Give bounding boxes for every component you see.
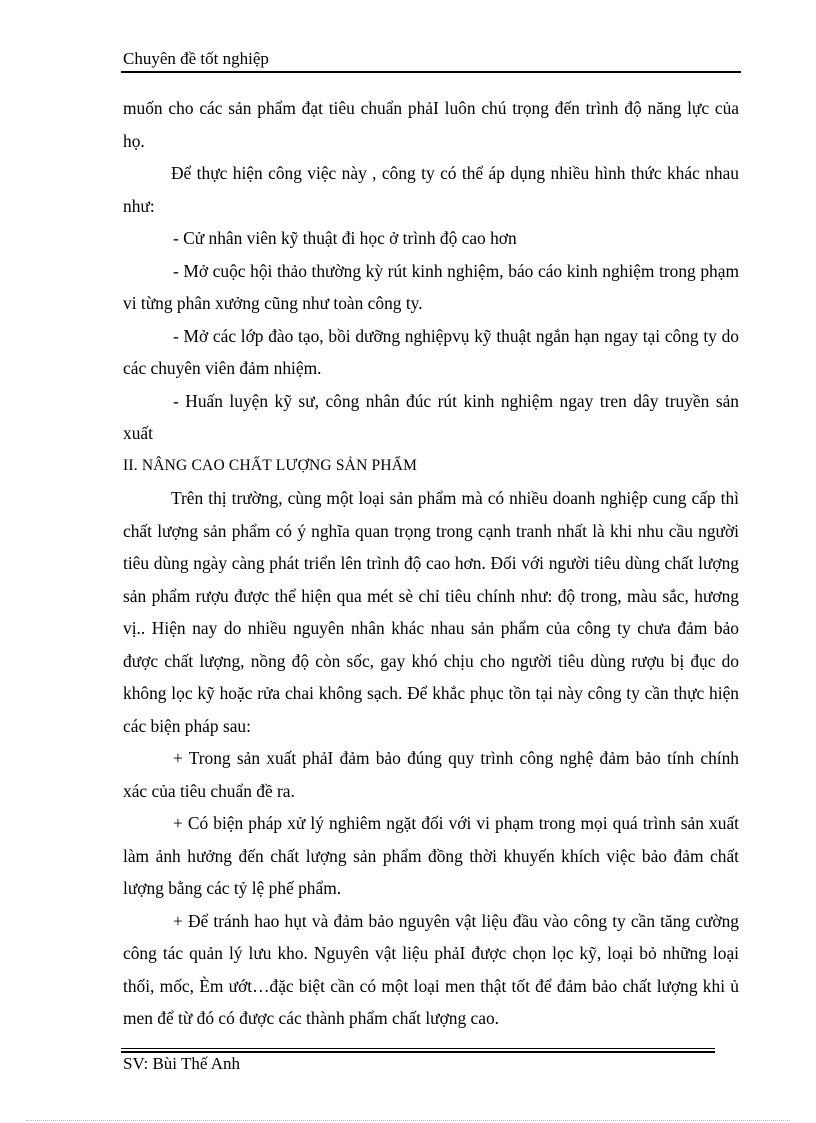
list-item-send-staff: - Cử nhân viên kỹ thuật đi học ở trình độ cao hơn [173,228,517,248]
paragraph-quality-market: Trên thị trường, cùng một loại sản phẩm mà có nhiều doanh nghiệp cung cấp thì chất lượng sản phẩm có ý nghĩa quan trọng trong cạnh tranh nhất là khi nhu cầu người tiêu dùng ngày càng phát triển lên trình độ cao hơn. Đối với người tiêu dùng chất lượng sản phẩm rượu được thể hiện qua mét sè chỉ tiêu chính như: độ trong, màu sắc, hương vị.. Hiện nay do nhiều nguyên nhân khác nhau sản phẩm của công ty chưa đảm bảo được chất lượng, nồng độ còn sốc, gay khó chịu cho người tiêu dùng rượu bị đục do không lọc kỹ hoặc rửa chai không sạch. Để khắc phục tồn tại này công ty cần thực hiện các biện pháp sau: [123,488,739,736]
list-item-strict-measures: + Có biện pháp xử lý nghiêm ngặt đối với vi phạm trong mọi quá trình sản xuất làm ảnh hưởng đến chất lượng sản phẩm đồng thời khuyến khích việc bảo đảm chất lượng bằng các tỷ lệ phế phẩm. [123,813,739,898]
section-heading: II. NÂNG CAO CHẤT LƯỢNG SẢN PHẨM [123,456,418,474]
page-header-title: Chuyên đề tốt nghiệp [123,49,269,68]
list-item-storage-management: + Để tránh hao hụt và đảm bảo nguyên vật liệu đầu vào công ty cần tăng cường công tác quản lý lưu kho. Nguyên vật liệu phảI được chọn lọc kỹ, loại bỏ những loại thối, mốc, Èm ướt…đặc biệt cần có một loại men thật tốt để đảm bảo chất lượng khi ủ men để từ đó có được các thành phẩm chất lượng cao. [123,910,739,1028]
list-item-seminars: - Mở cuộc hội thảo thường kỳ rút kinh nghiệm, báo cáo kinh nghiệm trong phạm vi từng phân xưởng cũng như toàn công ty. [123,260,739,313]
footer-divider-thin [121,1048,715,1049]
document-body [123,92,739,1035]
list-item-process-compliance: + Trong sản xuất phảI đảm bảo đúng quy trình công nghệ đảm bảo tính chính xác của tiêu chuẩn đề ra. [123,748,739,801]
page-footer-student: SV: Bùi Thế Anh [123,1054,240,1073]
list-item-training-classes: - Mở các lớp đào tạo, bồi dưỡng nghiệpvụ kỹ thuật ngắn hạn ngay tại công ty do các chuyên viên đảm nhiệm. [123,325,739,378]
page-bottom-border [26,1120,790,1121]
list-item-engineer-training: - Huấn luyện kỹ sư, công nhân đúc rút kinh nghiệm ngay tren dây truyền sản xuất [123,390,739,443]
header-divider [121,71,741,73]
paragraph-continuation: muốn cho các sản phẩm đạt tiêu chuẩn phảI luôn chú trọng đến trình độ năng lực của họ. [123,98,739,151]
paragraph-intro-forms: Để thực hiện công việc này , công ty có thể áp dụng nhiều hình thức khác nhau như: [123,163,739,216]
